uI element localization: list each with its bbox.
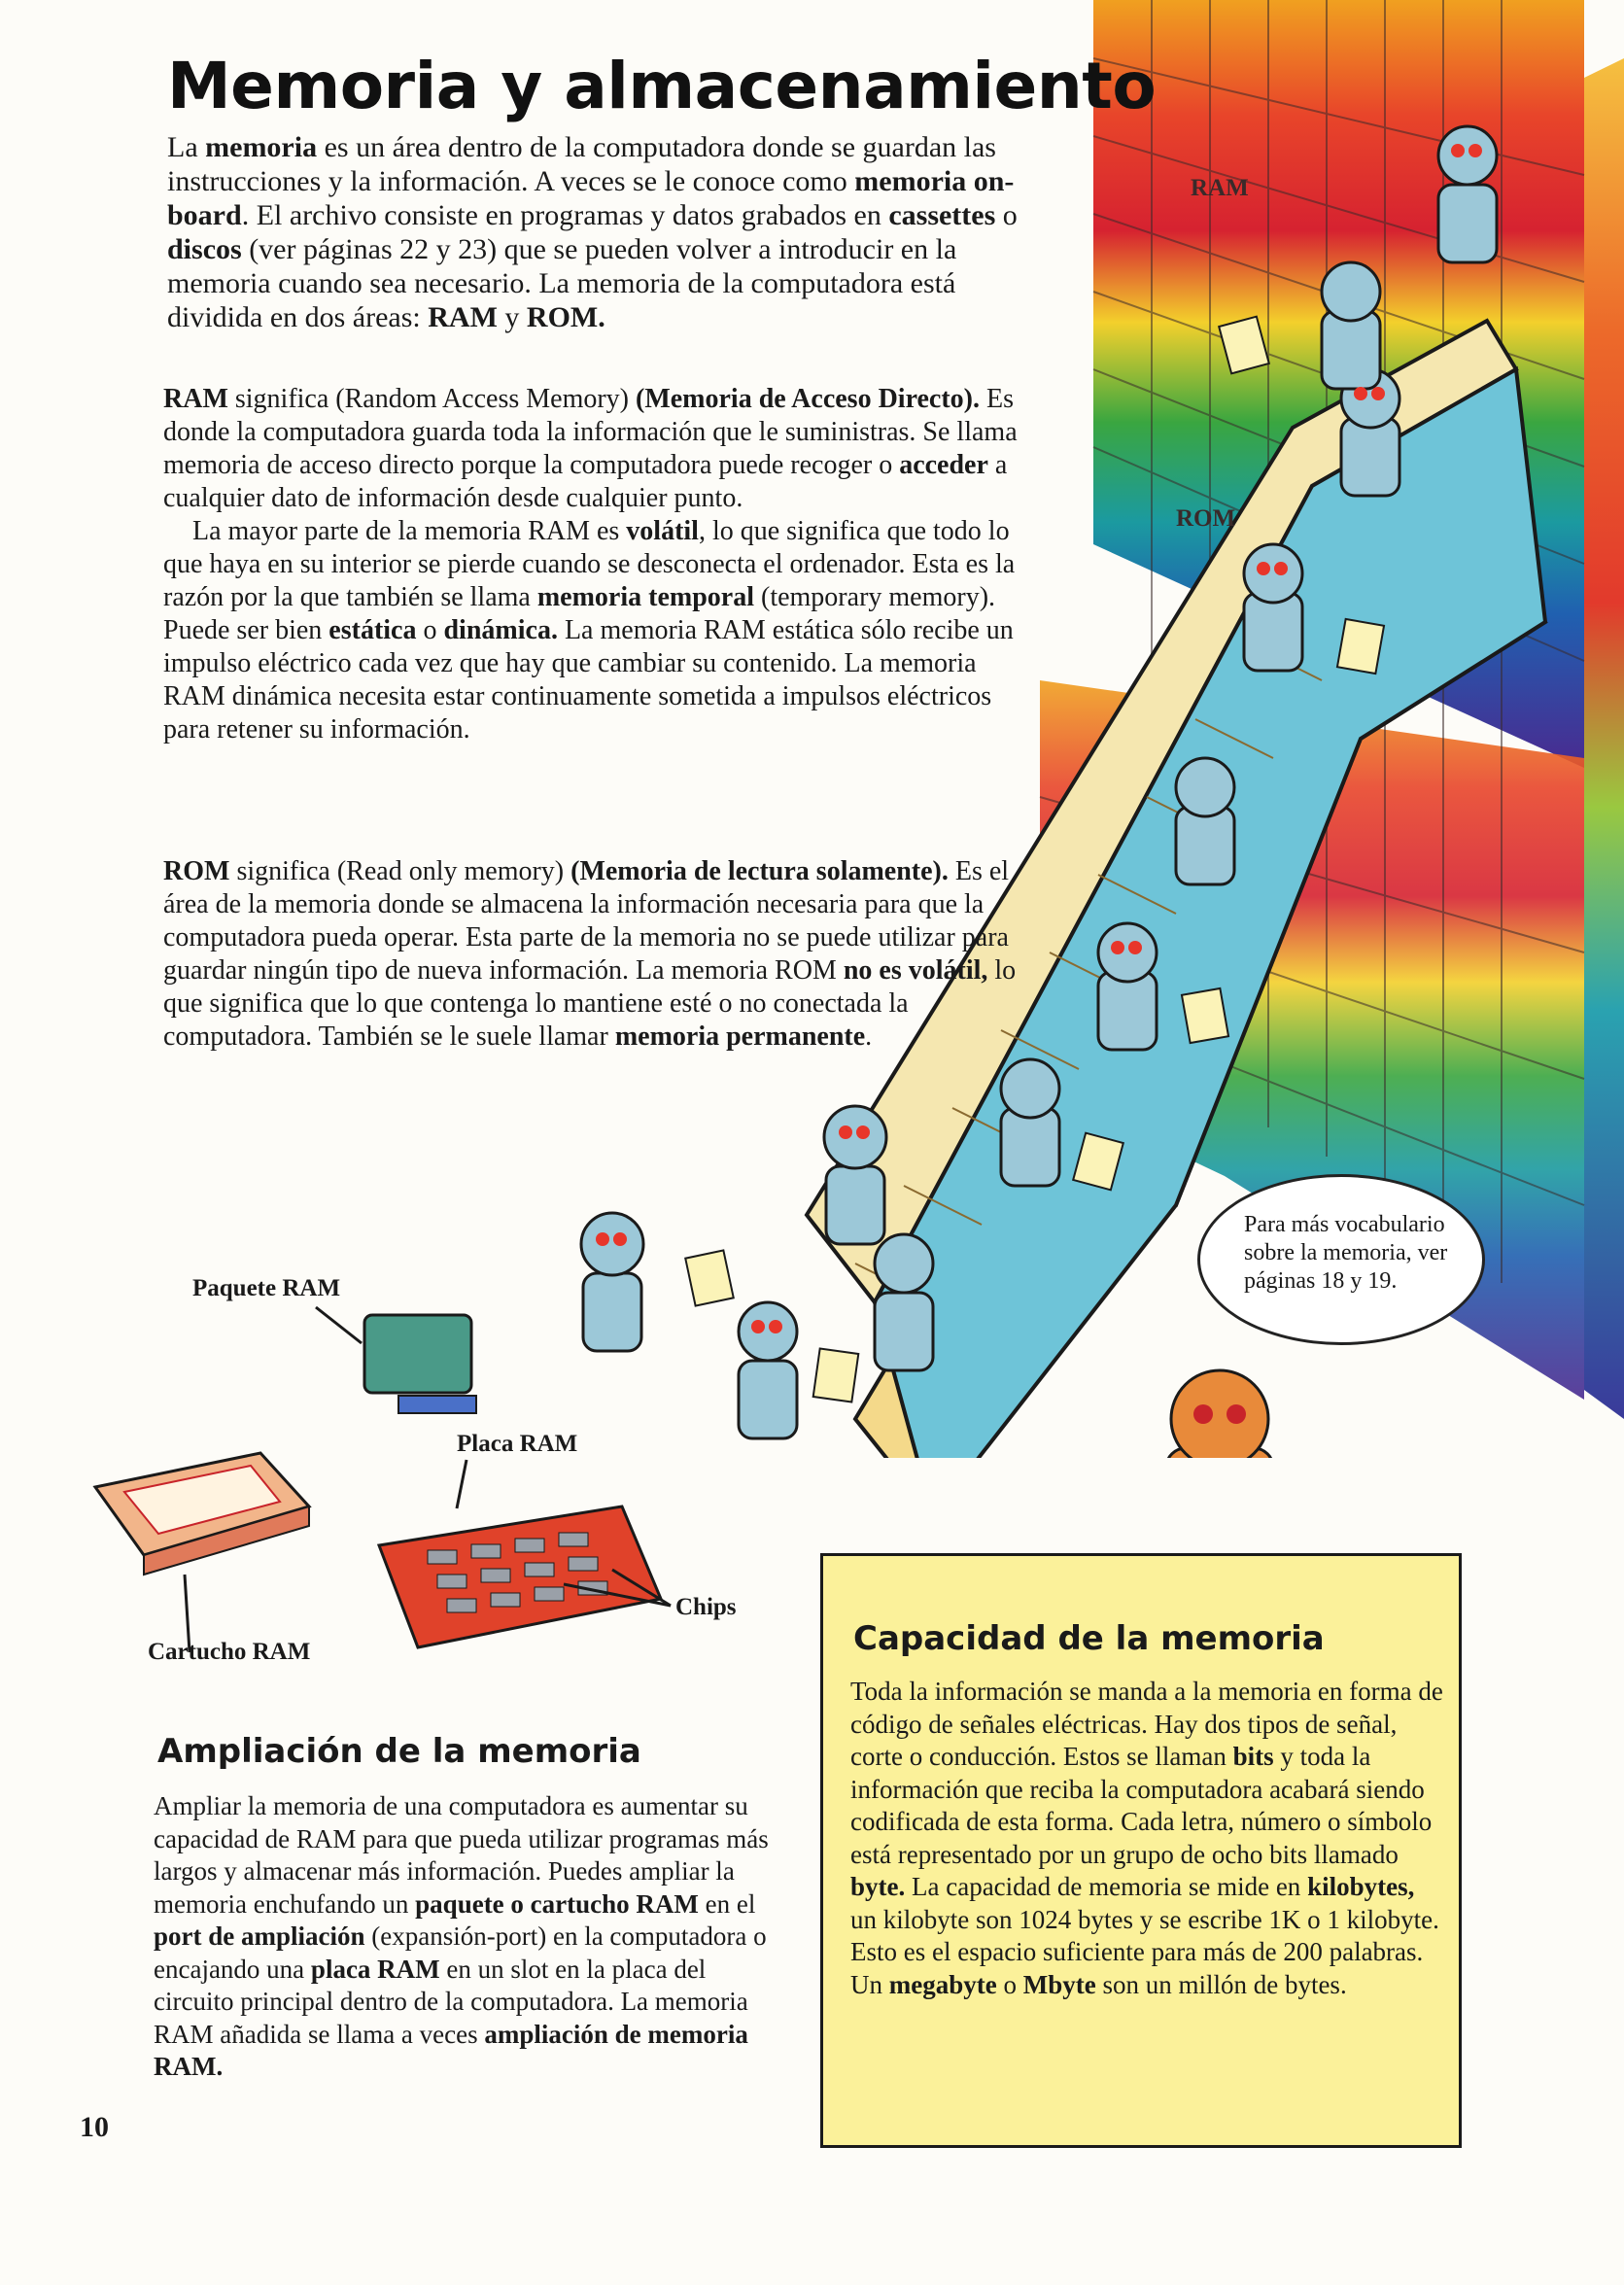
capacidad-heading: Capacidad de la memoria [853,1619,1325,1658]
speech-bubble-text: Para más vocabulario sobre la memoria, ver páginas 18 y 19. [1244,1212,1448,1294]
tower-ram-label: RAM [1191,175,1249,201]
intro-paragraph: La memoria es un área dentro de la computadora donde se guardan las instrucciones y la información. A veces se le conoce como memoria on-board. El archivo consiste en programas y datos grabados en cassettes o discos (ver páginas 22 y 23) que se pueden volver a introducir en la memoria cuando sea necesario. La memoria de la computadora está dividida en dos áreas: RAM y ROM. [167,131,1018,333]
paquete-ram-label: Paquete RAM [192,1275,341,1301]
placa-ram-label: Placa RAM [457,1431,578,1457]
rom-paragraph: ROM significa (Read only memory) (Memoria de lectura solamente). Es el área de la memoria donde se almacena la información necesaria para que la computadora pueda operar. Esta parte de la memoria no se puede utilizar para guardar ningún tipo de nueva información. La memoria ROM no es volátil, lo que significa que lo que contenga lo mantiene esté o no conectada la computadora. También se le suele llamar memoria permanente. [163,856,1017,1052]
ampliacion-heading: Ampliación de la memoria [157,1732,641,1771]
cartucho-ram-label: Cartucho RAM [148,1639,311,1665]
ram-paragraph-2: La mayor parte de la memoria RAM es volátil, lo que significa que todo lo que haya en su interior se pierde cuando se desconecta el ordenador. Esta es la razón por la que también se llama memoria temporal (temporary memory). Puede ser bien estática o dinámica. La memoria RAM estática sólo recibe un impulso eléctrico cada vez que hay que cambiar su contenido. La memoria RAM dinámica necesita estar continuamente sometida a impulsos eléctricos para retener su información. [163,516,1016,744]
capacidad-paragraph: Toda la información se manda a la memoria en forma de código de señales eléctricas. Hay dos tipos de señal, corte o conducción. Estos se llaman bits y toda la información que reciba la computadora acabará siendo codificada de esta forma. Cada letra, número o símbolo está representado por un grupo de ocho bits llamado byte. La capacidad de memoria se mide en kilobytes, un kilobyte son 1024 bytes y se escribe 1K o 1 kilobyte. Esto es el espacio suficiente para más de 200 palabras. Un megabyte o Mbyte son un millón de bytes. [850,1677,1443,1999]
page-number: 10 [80,2111,109,2143]
ram-section [163,383,1038,746]
page-title: Memoria y almacenamiento [167,49,1157,123]
tower-rom-label: ROM [1176,505,1236,532]
ram-paragraph-1: RAM significa (Random Access Memory) (Memoria de Acceso Directo). Es donde la computadora guarda toda la información que le suministras. Se llama memoria de acceso directo porque la computadora puede recoger o acceder a cualquier dato de información desde cualquier punto. [163,384,1018,513]
chips-label: Chips [675,1594,737,1620]
ampliacion-paragraph: Ampliar la memoria de una computadora es aumentar su capacidad de RAM para que pueda utilizar programas más largos y almacenar más información. Puedes ampliar la memoria enchufando un paquete o cartucho RAM en el port de ampliación (expansión-port) en la computadora o encajando una placa RAM en un slot en la placa del circuito principal dentro de la computadora. La memoria RAM añadida se llama a veces ampliación de memoria RAM. [154,1791,769,2081]
